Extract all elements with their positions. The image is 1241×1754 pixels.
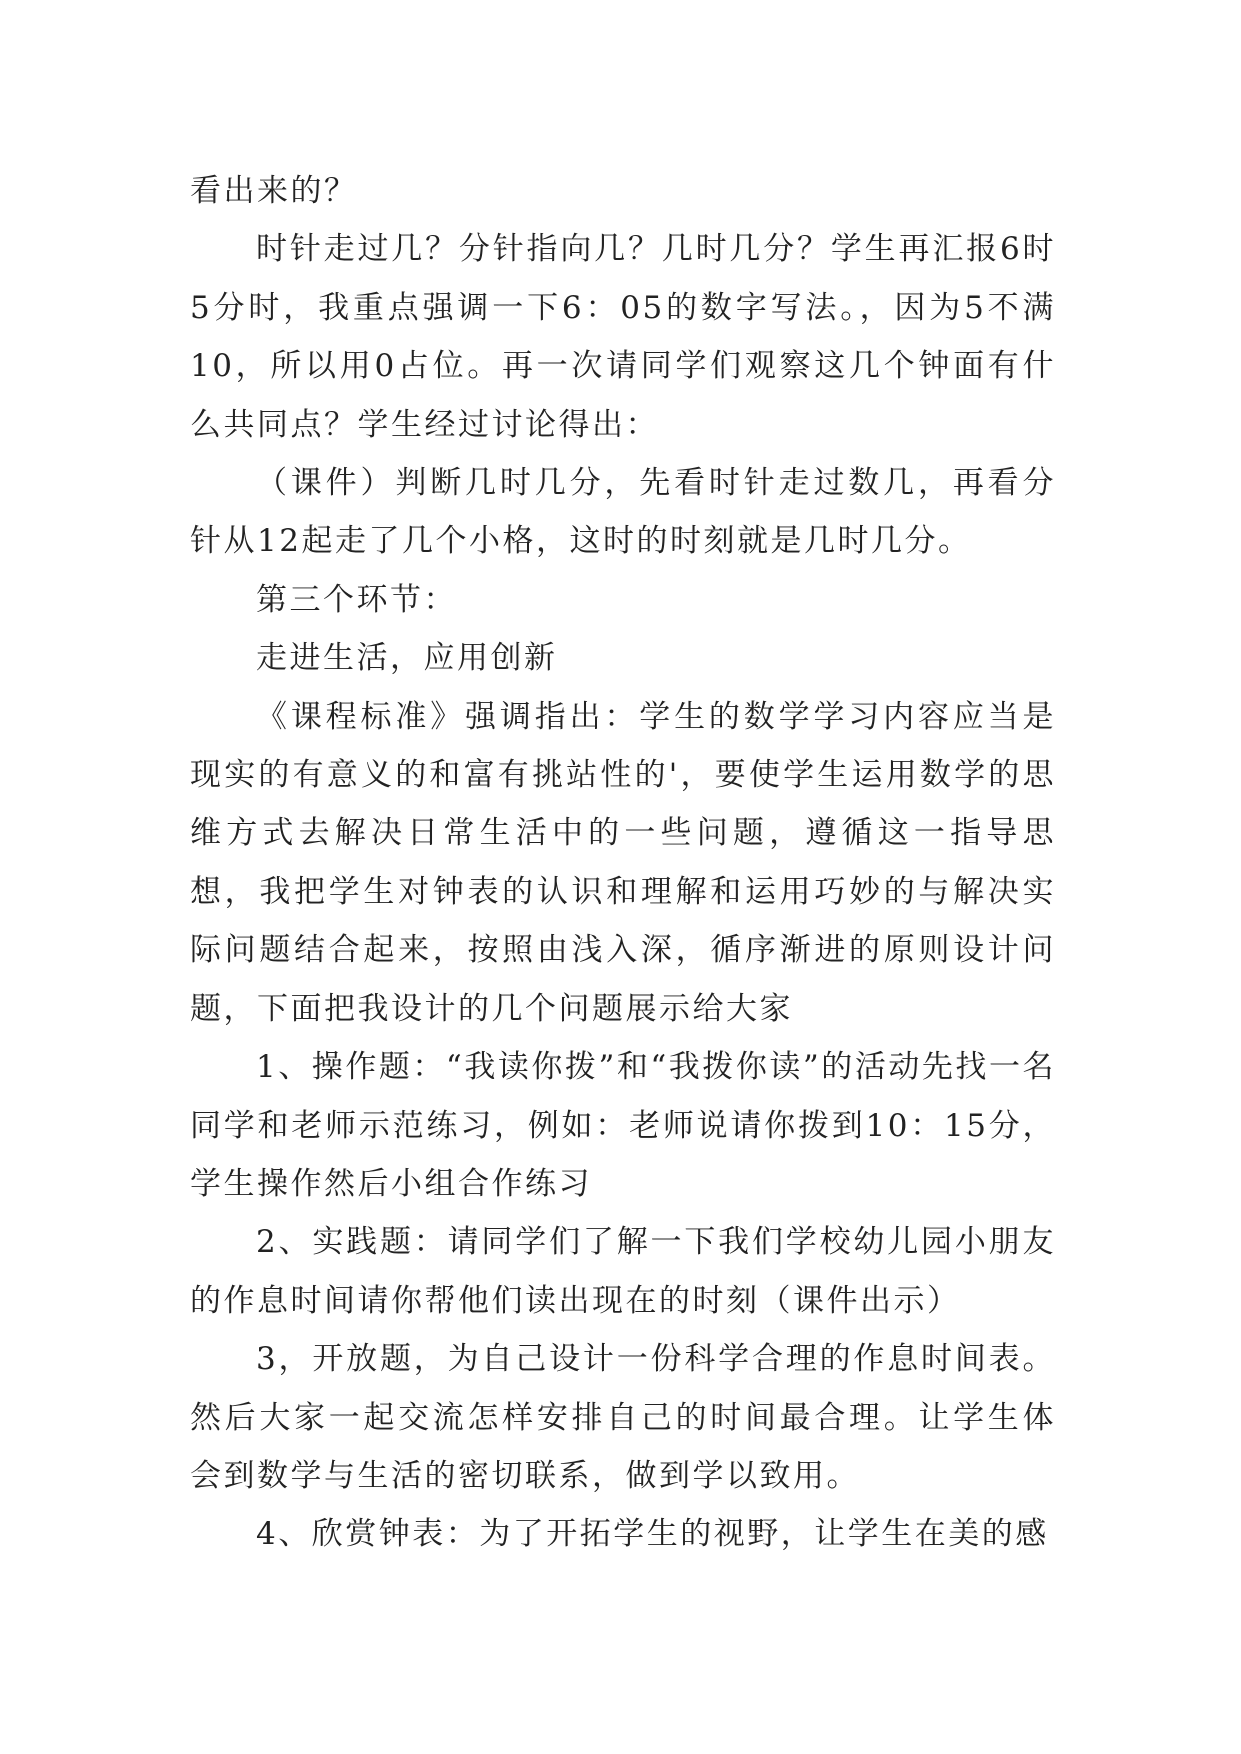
section-subtitle: 走进生活，应用创新 — [256, 640, 558, 677]
list-item-1: 1、操作题：“我读你拨”和“我拨你读”的活动先找一名同学和老师示范练习，例如：老师说请你拨到10：15分，学生操作然后小组合作练习 — [190, 1049, 1056, 1202]
document-page — [190, 162, 1056, 1564]
list-item-4: 4、欣赏钟表：为了开拓学生的视野，让学生在美的感 — [256, 1516, 1049, 1553]
section-heading-third-step: 第三个环节： — [256, 581, 457, 618]
paragraph-6: 《课程标准》强调指出：学生的数学学习内容应当是现实的有意义的和富有挑站性的'，要使学生运用数学的思维方式去解决日常生活中的一些问题，遵循这一指导思想，我把学生对钟表的认识和理解和运用巧妙的与解决实际问题结合起来，按照由浅入深，循序渐进的原则设计问题，下面把我设计的几个问题展示给大家 — [190, 698, 1056, 1027]
paragraph-3: （课件）判断几时几分，先看时针走过数几，再看分针从12起走了几个小格，这时的时刻就是几时几分。 — [190, 465, 1056, 560]
list-item-3: 3，开放题，为自己设计一份科学合理的作息时间表。然后大家一起交流怎样安排自己的时间最合理。让学生体会到数学与生活的密切联系，做到学以致用。 — [190, 1341, 1056, 1494]
list-item-2: 2、实践题：请同学们了解一下我们学校幼儿园小朋友的作息时间请你帮他们读出现在的时刻（课件出示） — [190, 1224, 1056, 1319]
paragraph-1: 看出来的？ — [190, 173, 358, 209]
paragraph-2: 时针走过几？分针指向几？几时几分？学生再汇报6时5分时，我重点强调一下6：05的数字写法。，因为5不满10，所以用0占位。再一次请同学们观察这几个钟面有什么共同点？学生经过讨论得出： — [190, 231, 1056, 443]
